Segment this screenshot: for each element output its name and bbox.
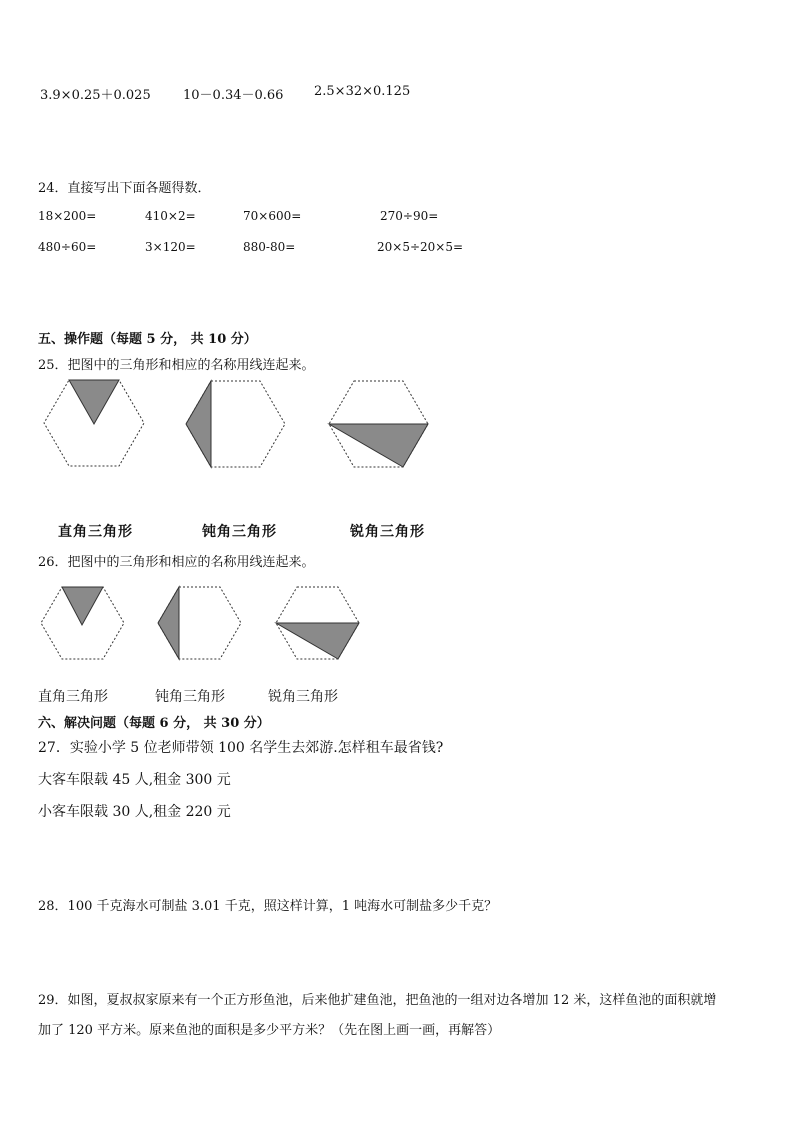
prev-problem-2: 10－0.34－0.66	[183, 88, 284, 103]
q24-r1c1: 18×200=	[38, 209, 97, 223]
q25-label-3: 锐角三角形	[350, 524, 425, 540]
q26-label-1: 直角三角形	[38, 689, 108, 705]
q25-title: 25．把图中的三角形和相应的名称用线连起来。	[38, 358, 315, 373]
section5-title: 五、操作题（每题 5 分， 共 10 分）	[38, 332, 257, 347]
q26-hexagon-3	[276, 587, 359, 659]
q29-line1: 29．如图，夏叔叔家原来有一个正方形鱼池，后来他扩建鱼池，把鱼池的一组对边各增加 12 米，这样鱼池的面积就增	[38, 993, 717, 1008]
prev-problem-1: 3.9×0.25＋0.025	[40, 88, 151, 103]
section6-title: 六、解决问题（每题 6 分， 共 30 分）	[38, 716, 270, 731]
q27-line1: 大客车限载 45 人,租金 300 元	[38, 772, 231, 788]
q24-r1c2: 410×2=	[145, 209, 196, 223]
q24-r2c2: 3×120=	[145, 240, 196, 254]
q26-hexagon-1	[41, 587, 124, 659]
q27-line2: 小客车限载 30 人,租金 220 元	[38, 804, 231, 820]
q24-r1c4: 270÷90=	[380, 209, 439, 223]
q26-label-2: 钝角三角形	[155, 689, 225, 705]
q26-label-3: 锐角三角形	[268, 689, 338, 705]
prev-problem-3: 2.5×32×0.125	[314, 84, 411, 99]
q27-title: 27．实验小学 5 位老师带领 100 名学生去郊游.怎样租车最省钱?	[38, 740, 444, 756]
q24-r2c3: 880-80=	[243, 240, 296, 254]
q24-title: 24．直接写出下面各题得数．	[38, 181, 211, 196]
q29-line2: 加了 120 平方米。原来鱼池的面积是多少平方米？（先在图上画一画，再解答）	[38, 1023, 501, 1038]
q26-title: 26．把图中的三角形和相应的名称用线连起来。	[38, 555, 315, 570]
q24-r2c1: 480÷60=	[38, 240, 97, 254]
q25-label-1: 直角三角形	[58, 524, 133, 540]
q25-label-2: 钝角三角形	[202, 524, 277, 540]
q28-title: 28．100 千克海水可制盐 3.01 千克，照这样计算，1 吨海水可制盐多少千克？	[38, 899, 498, 914]
q26-hexagon-2	[158, 587, 241, 659]
q24-r1c3: 70×600=	[243, 209, 302, 223]
q24-r2c4: 20×5÷20×5=	[377, 240, 464, 254]
